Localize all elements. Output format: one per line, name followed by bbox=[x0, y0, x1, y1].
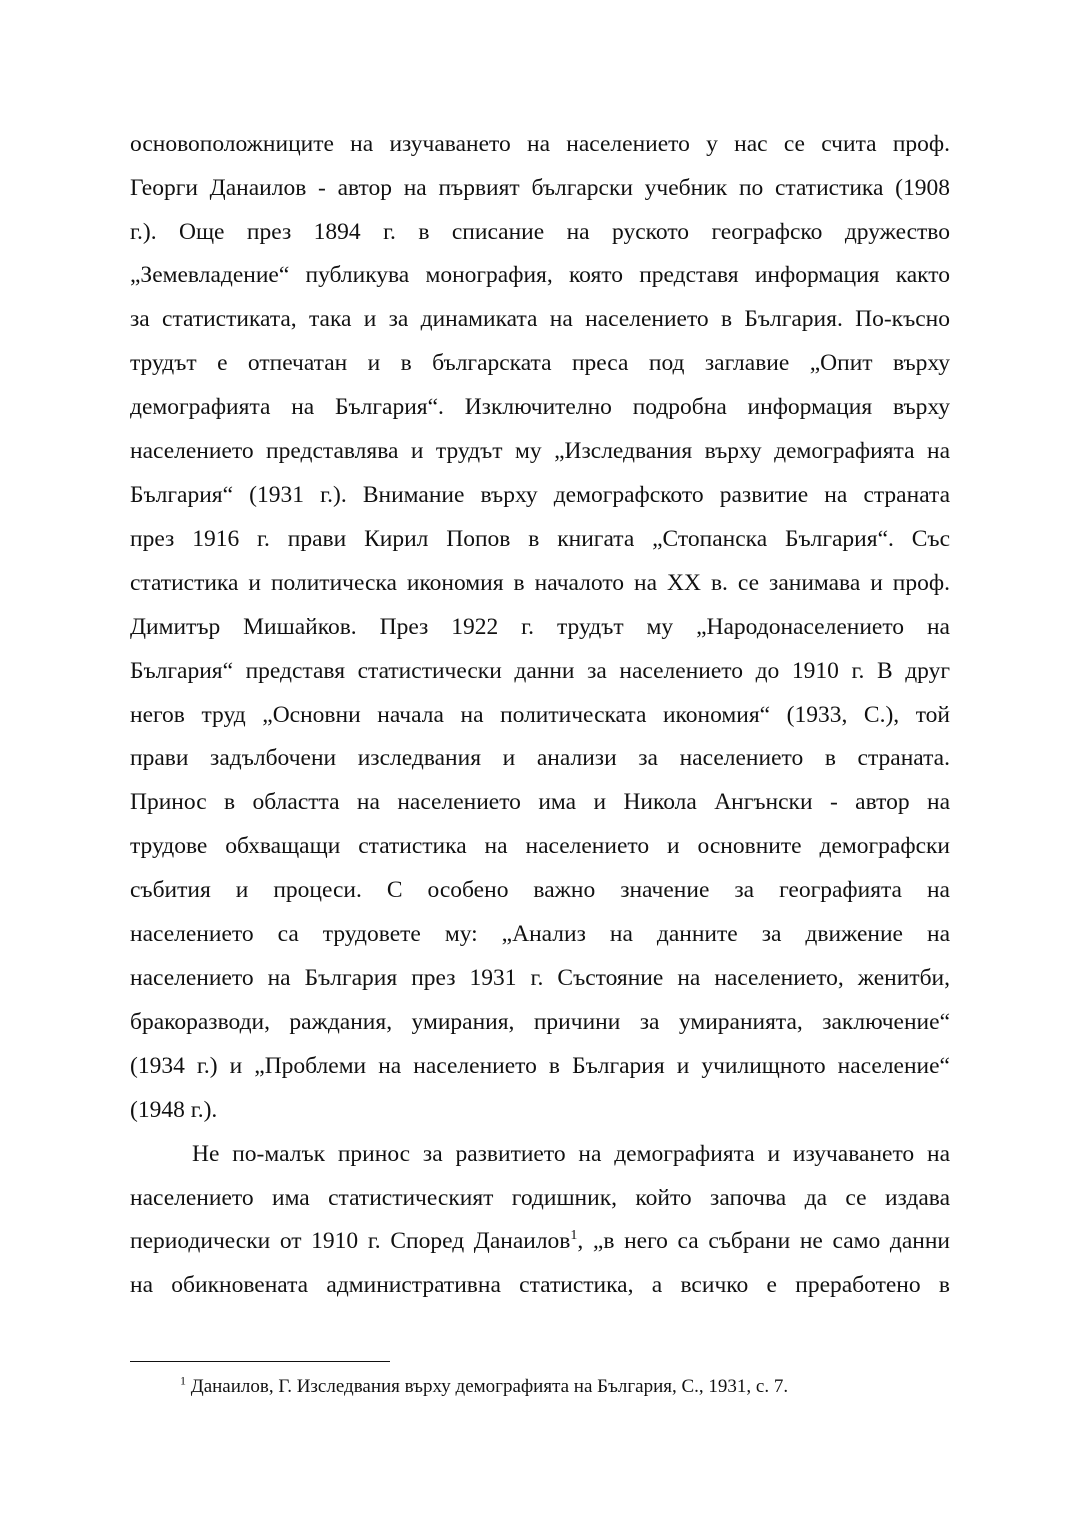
footnote-separator bbox=[130, 1361, 390, 1362]
footnote bbox=[180, 1374, 788, 1400]
text-line: населението са трудовете му: „Анализ на данните за движение на bbox=[130, 921, 950, 947]
text-line: за статистиката, така и за динамиката на населението в България. По-късно bbox=[130, 306, 950, 332]
text-line: събития и процеси. С особено важно значение за географията на bbox=[130, 877, 950, 903]
text-line: населението на България през 1931 г. Състояние на населението, женитби, bbox=[130, 965, 950, 991]
text-line: (1948 г.). bbox=[130, 1097, 218, 1123]
text-line: (1934 г.) и „Проблеми на населението в България и училищното население“ bbox=[130, 1053, 950, 1079]
text-line: Димитър Мишайков. През 1922 г. трудът му „Народонаселението на bbox=[130, 614, 950, 640]
text-line: трудът е отпечатан и в българската преса под заглавие „Опит върху bbox=[130, 350, 950, 376]
text-segment: , „в него са събрани не само данни bbox=[577, 1228, 950, 1254]
text-line: негов труд „Основни начала на политическата икономия“ (1933, С.), той bbox=[130, 702, 950, 728]
text-line: прави задълбочени изследвания и анализи за населението в страната. bbox=[130, 745, 950, 771]
text-line: Георги Данаилов - автор на първият български учебник по статистика (1908 bbox=[130, 175, 950, 201]
text-line: статистика и политическа икономия в началото на XX в. се занимава и проф. bbox=[130, 570, 950, 596]
text-line: основоположниците на изучаването на населението у нас се счита проф. bbox=[130, 131, 950, 157]
text-line: населението представлява и трудът му „Изследвания върху демографията на bbox=[130, 438, 950, 464]
text-segment: периодически от 1910 г. Според Данаилов bbox=[130, 1228, 571, 1254]
text-line: през 1916 г. прави Кирил Попов в книгата „Стопанска България“. Със bbox=[130, 526, 950, 552]
text-line: г.). Още през 1894 г. в списание на руското географско дружество bbox=[130, 219, 950, 245]
text-line: България“ представя статистически данни за населението до 1910 г. В друг bbox=[130, 658, 950, 684]
text-line: Не по-малък принос за развитието на демографията и изучаването на bbox=[192, 1141, 950, 1167]
text-line: трудове обхващащи статистика на населението и основните демографски bbox=[130, 833, 950, 859]
text-line bbox=[130, 1226, 950, 1256]
text-line: населението има статистическият годишник, който започва да се издава bbox=[130, 1185, 950, 1211]
text-line: демографията на България“. Изключително подробна информация върху bbox=[130, 394, 950, 420]
footnote-text: Данаилов, Г. Изследвания върху демографията на България, С., 1931, с. 7. bbox=[186, 1376, 789, 1397]
text-line: Принос в областта на населението има и Никола Ангънски - автор на bbox=[130, 789, 950, 815]
text-line: бракоразводи, раждания, умирания, причини за умиранията, заключение“ bbox=[130, 1009, 950, 1035]
text-line: „Земевладение“ публикува монография, която представя информация както bbox=[130, 262, 950, 288]
text-line: България“ (1931 г.). Внимание върху демографското развитие на страната bbox=[130, 482, 950, 508]
footnote-reference[interactable]: 1 bbox=[570, 1228, 578, 1244]
text-line: на обикновената административна статистика, а всичко е преработено в bbox=[130, 1272, 950, 1298]
footnote-number: 1 bbox=[180, 1373, 186, 1388]
